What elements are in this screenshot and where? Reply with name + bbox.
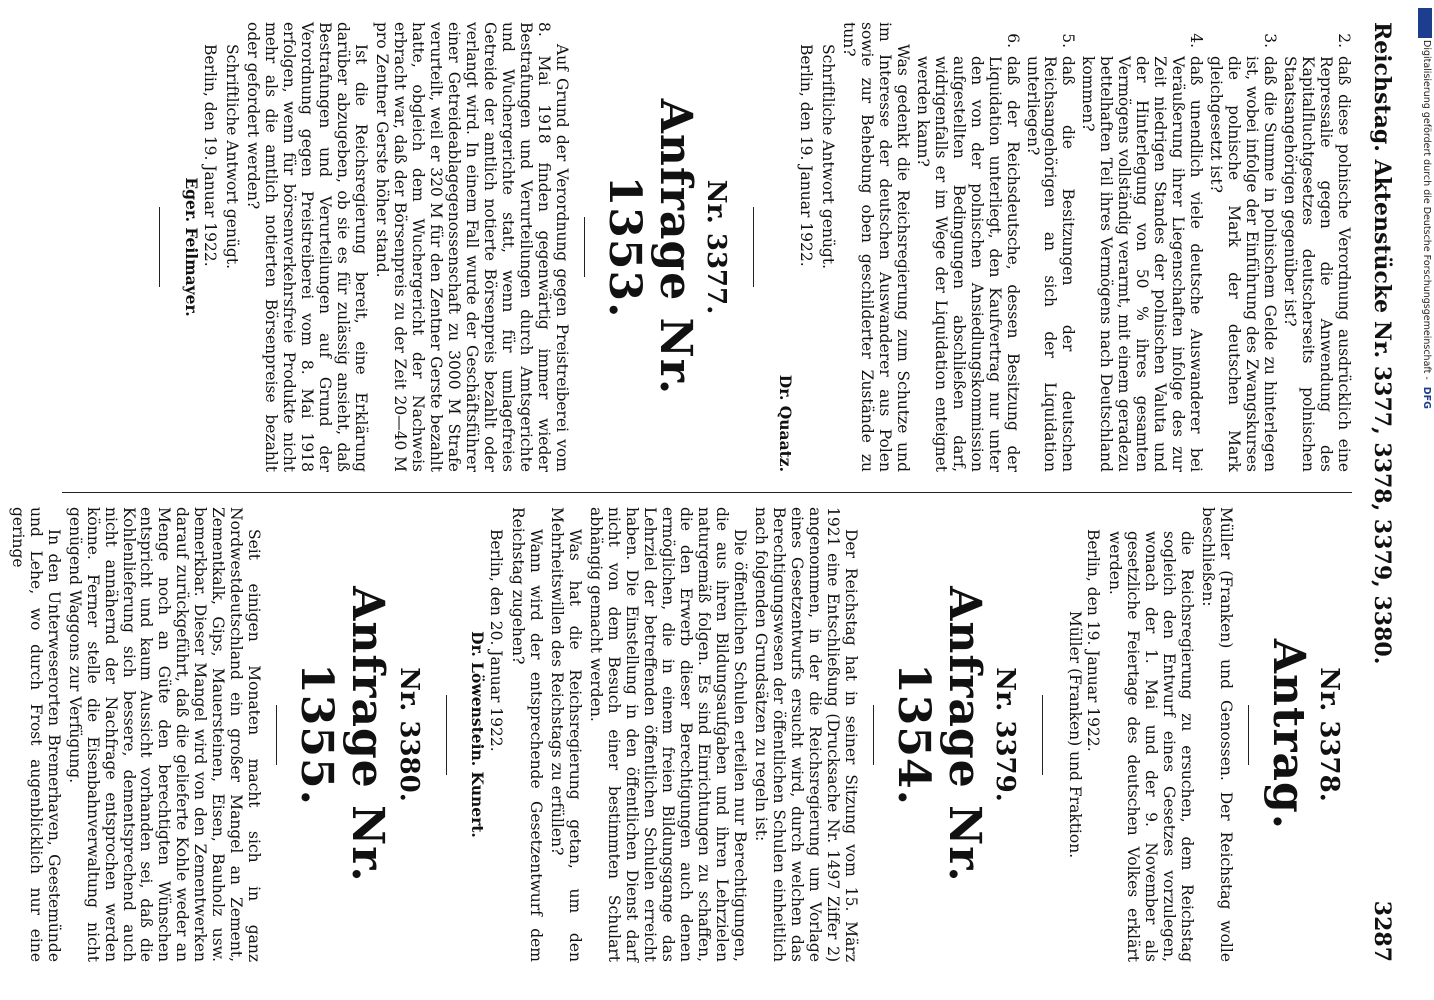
list-item: 5. daß die Besitzungen der deutschen Reichsangehörigen an sich der Liquidation unterliegen? (1023, 33, 1078, 472)
list-item: 2. daß diese polnische Verordnung ausdrücklich eine Repressalie gegen die Anwendung des Kapitalfluchtgesetzes deutscherseits polnischen Staatsangehörigen gegenüber ist? (1281, 33, 1353, 472)
body-paragraph: Seit einigen Monaten macht sich in ganz Nordwestdeutschland ein großer Mangel an Zement, Zementkalk, Gips, Mauersteinen, Eisen, Bauholz usw. bemerkbar. Dieser Mangel wird von den Zementwerken darauf zurückgeführt, daß die gelieferte Kohle weder an Menge noch an Güte den berechtigten Wünschen entspricht und kaum Aussicht vorhanden sei, daß die Kohlenlieferung sich bessere, dementsprechend auch nicht annähernd der Nachfrage entsprochen werden könne. Ferner stelle die Eisenbahnverwaltung nicht genügend Waggons zur Verfügung. (65, 507, 264, 962)
page-number: 3287 (1369, 900, 1395, 962)
body-paragraph: Was hat die Reichsregierung getan, um den Mehrheitswillen des Reichstags zu erfüllen? (548, 507, 585, 962)
list-item: 4. daß unendlich viele deutsche Auswanderer bei Veräußerung ihrer Liegenschaften infolge des zur Zeit niedrigen Standes der polnischen Valuta und der Hinterlegung von 50 % ihres gesamten Vermögens vollständig verarmt, mit einem geradezu bettelhaften Teil ihres Vermögens nach Deutschland kommen? (1079, 33, 1206, 472)
credit-logo-text: DFG (1421, 386, 1432, 409)
body-paragraph: Die öffentlichen Schulen erteilen nur Berechtigungen, die aus ihren Bildungsaufgaben und ihren Lehrzielen naturgemäß folgen. Es sind Einrichtungen zu schaffen, die den Erwerb dieser Berechtigungen auch denen ermöglichen, die in einem freien Bildungsgange das Lehrziel der betreffenden öffentlichen Schulen erreicht haben. Die Einstellung in den öffentlichen Dienst darf nicht von dem Besuch einer bestimmten Schulart abhängig gemacht werden. (587, 507, 750, 962)
signature: Eger. Feilmayer. (182, 177, 202, 317)
document-number: Nr. 3379. (990, 667, 1021, 802)
section-divider (446, 695, 447, 775)
document-title: Anfrage Nr. 1355. (291, 586, 394, 883)
date-line: Berlin, den 19. Januar 1922. (1084, 529, 1103, 752)
body-paragraph: Wann wird der entsprechende Gesetzentwurf dem Reichstag zugehen? (509, 507, 546, 962)
section-divider (1042, 695, 1043, 775)
body-paragraph: Der Reichstag hat in seiner Sitzung vom 15. März 1921 eine Entschließung (Drucksache Nr. 1497 Ziffer 2) angenommen, in der die Reichsregierung um Vorlage eines Gesetzentwurfs ersucht wird, durch welchen das Berechtigungswesen der öffentlichen Schulen einheitlich nach folgenden Grundsätzen zu regeln ist: (752, 507, 860, 962)
digitization-credit (1421, 40, 1432, 409)
date-line: Berlin, den 19. Januar 1922. (796, 44, 815, 267)
document-number: Nr. 3378. (1314, 667, 1344, 802)
column-divider (62, 492, 1352, 493)
title-rule (584, 217, 585, 277)
section-divider (159, 207, 160, 287)
document-page (8, 22, 1398, 962)
section-divider (753, 207, 754, 287)
title-rule (873, 705, 874, 765)
motion-text: die Reichsregierung zu ersuchen, dem Reichstag sogleich den Entwurf eines Gesetzes vorzulegen, wonach der 1. Mai und der 9. November als gesetzliche Feiertage des deutschen Volkes erklärt werden. (1106, 531, 1196, 962)
answer-note: Schriftliche Antwort genügt. (223, 44, 242, 269)
page-header (1358, 22, 1398, 962)
answer-note: Schriftliche Antwort genügt. (818, 44, 837, 269)
signature: Dr. Löwenstein. Kunert. (468, 631, 488, 838)
body-paragraph: Ist die Reichsregierung bereit, eine Erklärung darüber abzugeben, ob sie es für zulässig ansieht, daß Bestrafungen und Verurteilungen auf Grund der Verordnung gegen Preistreiberei vom 8. Mai 1918 erfolgen, wenn für börsenverkehrsfreie Produkte nicht mehr als die amtlich notierten Börsenpreise bezahlt oder gefordert werden? (244, 22, 371, 472)
document-title: Antrag. (1262, 638, 1314, 831)
body-paragraph: Auf Grund der Verordnung gegen Preistreiberei vom 8. Mai 1918 finden gegenwärtig immer wieder Bestrafungen und Verurteilungen durch Amtsgerichte und Wuchergerichte statt, wenn für umlagefreies Getreide der amtlich notierte Börsenpreis bezahlt oder verlangt wird. In einem Fall wurde der Geschäftsführer einer Getreideablagegenossenschaft zu 3000 M Strafe verurteilt, weil er 320 M für den Zentner Gerste bezahlt hatte, obgleich dem Wuchergericht der Nachweis erbracht war, daß der Börsenpreis zu der Zeit 20—40 M pro Zentner Gerste höher stand. (373, 22, 571, 472)
right-column (5, 507, 1352, 962)
body-paragraph: Müller (Franken) und Genossen. Der Reichstag wolle beschließen: (1198, 507, 1235, 962)
left-column (137, 22, 1352, 472)
document-number: Nr. 3377. (700, 179, 731, 315)
signature: Dr. Quaatz. (775, 374, 795, 472)
date-line: Berlin, den 20. Januar 1922. (487, 529, 506, 752)
credit-text: Digitalisierung gefördert durch die Deutsche Forschungsgemeinschaft - (1421, 40, 1432, 380)
title-rule (276, 705, 277, 765)
question-paragraph: Was gedenkt die Reichsregierung zum Schutze und im Interesse der deutschen Auswanderer aus Polen sowie zur Behebung oben geschilderter Zustände zu tun? (839, 22, 912, 472)
list-item: 3. daß die Summe in polnischem Gelde zu hinterlegen ist, wobei infolge der Einführung des Zwangskurses die polnische Mark der deutschen Mark gleichgesetzt ist? (1207, 33, 1280, 472)
dfg-logo (1418, 8, 1432, 38)
body-paragraph: In den Unterweserorten Bremerhaven, Geestemünde und Lehe, wo durch Frost augenblicklich nur eine geringe (8, 507, 63, 962)
title-rule (1248, 705, 1249, 765)
document-title: Anfrage Nr. 1353. (598, 98, 701, 396)
document-number: Nr. 3380. (393, 667, 424, 802)
date-line: Berlin, den 19. Januar 1922. (201, 44, 220, 267)
list-item: 6. daß der Reichsdeutsche, dessen Besitzung der Liquidation unterliegt, den Kaufvertrag nur unter den von der polnischen Ansiedlungskommission aufgestellten Bedingungen abschließen darf, widrigenfalls er im Wege der Liquidation enteignet werden kann? (913, 33, 1022, 472)
signature: Müller (Franken) und Fraktion. (1066, 610, 1085, 859)
running-title: Reichstag. Aktenstücke Nr. 3377, 3378, 3379, 3380. (1369, 22, 1395, 665)
document-title: Anfrage Nr. 1354. (887, 586, 990, 883)
